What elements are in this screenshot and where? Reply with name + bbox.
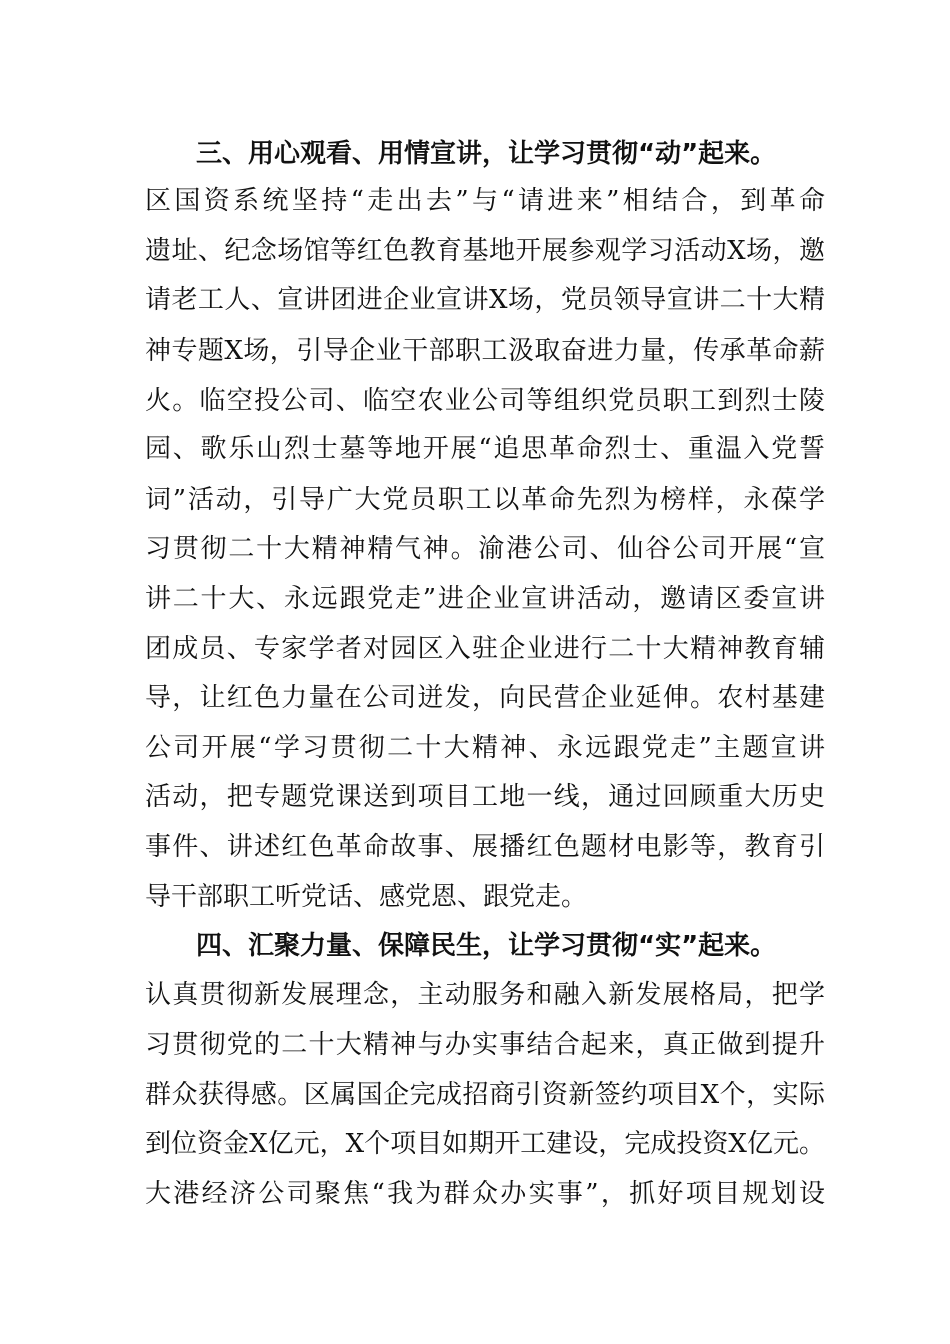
section-4-heading: 四、汇聚力量、保障民生，让学习贯彻“实”起来。 [196, 931, 777, 961]
section-3-heading: 三、用心观看、用情宣讲，让学习贯彻“动”起来。 [196, 139, 777, 169]
section-3-line-1: 区国资系统坚持“走出去”与“请进来”相结合，到革命 [145, 186, 825, 216]
section-3-line-12: 公司开展“学习贯彻二十大精神、永远跟党走”主题宣讲 [145, 733, 825, 763]
section-4-line-2: 习贯彻党的二十大精神与办实事结合起来，真正做到提升 [145, 1030, 825, 1060]
section-3-line-11: 导，让红色力量在公司迸发，向民营企业延伸。农村基建 [145, 683, 825, 713]
section-3-line-2: 遗址、纪念场馆等红色教育基地开展参观学习活动X场，邀 [145, 236, 825, 266]
section-3-line-6: 园、歌乐山烈士墓等地开展“追思革命烈士、重温入党誓 [145, 434, 825, 464]
section-3-line-4: 神专题X场，引导企业干部职工汲取奋进力量，传承革命薪 [145, 336, 825, 366]
section-4-line-1: 认真贯彻新发展理念，主动服务和融入新发展格局，把学 [145, 980, 825, 1010]
section-4-line-3: 群众获得感。区属国企完成招商引资新签约项目X个，实际 [145, 1080, 825, 1110]
section-3-line-9: 讲二十大、永远跟党走”进企业宣讲活动，邀请区委宣讲 [145, 584, 825, 614]
section-4-line-5: 大港经济公司聚焦“我为群众办实事”，抓好项目规划设 [145, 1179, 825, 1209]
section-3-line-14: 事件、讲述红色革命故事、展播红色题材电影等，教育引 [145, 832, 825, 862]
section-3-line-13: 活动，把专题党课送到项目工地一线，通过回顾重大历史 [145, 782, 825, 812]
section-3-line-8: 习贯彻二十大精神精气神。渝港公司、仙谷公司开展“宣 [145, 534, 825, 564]
section-3-line-7: 词”活动，引导广大党员职工以革命先烈为榜样，永葆学 [145, 485, 825, 515]
section-3-line-10: 团成员、专家学者对园区入驻企业进行二十大精神教育辅 [145, 634, 825, 664]
section-3-line-5: 火。临空投公司、临空农业公司等组织党员职工到烈士陵 [145, 386, 825, 416]
section-3-line-3: 请老工人、宣讲团进企业宣讲X场，党员领导宣讲二十大精 [145, 285, 825, 315]
section-4-line-4: 到位资金X亿元，X个项目如期开工建设，完成投资X亿元。 [145, 1129, 825, 1159]
section-3-line-15: 导干部职工听党话、感党恩、跟党走。 [145, 882, 588, 912]
